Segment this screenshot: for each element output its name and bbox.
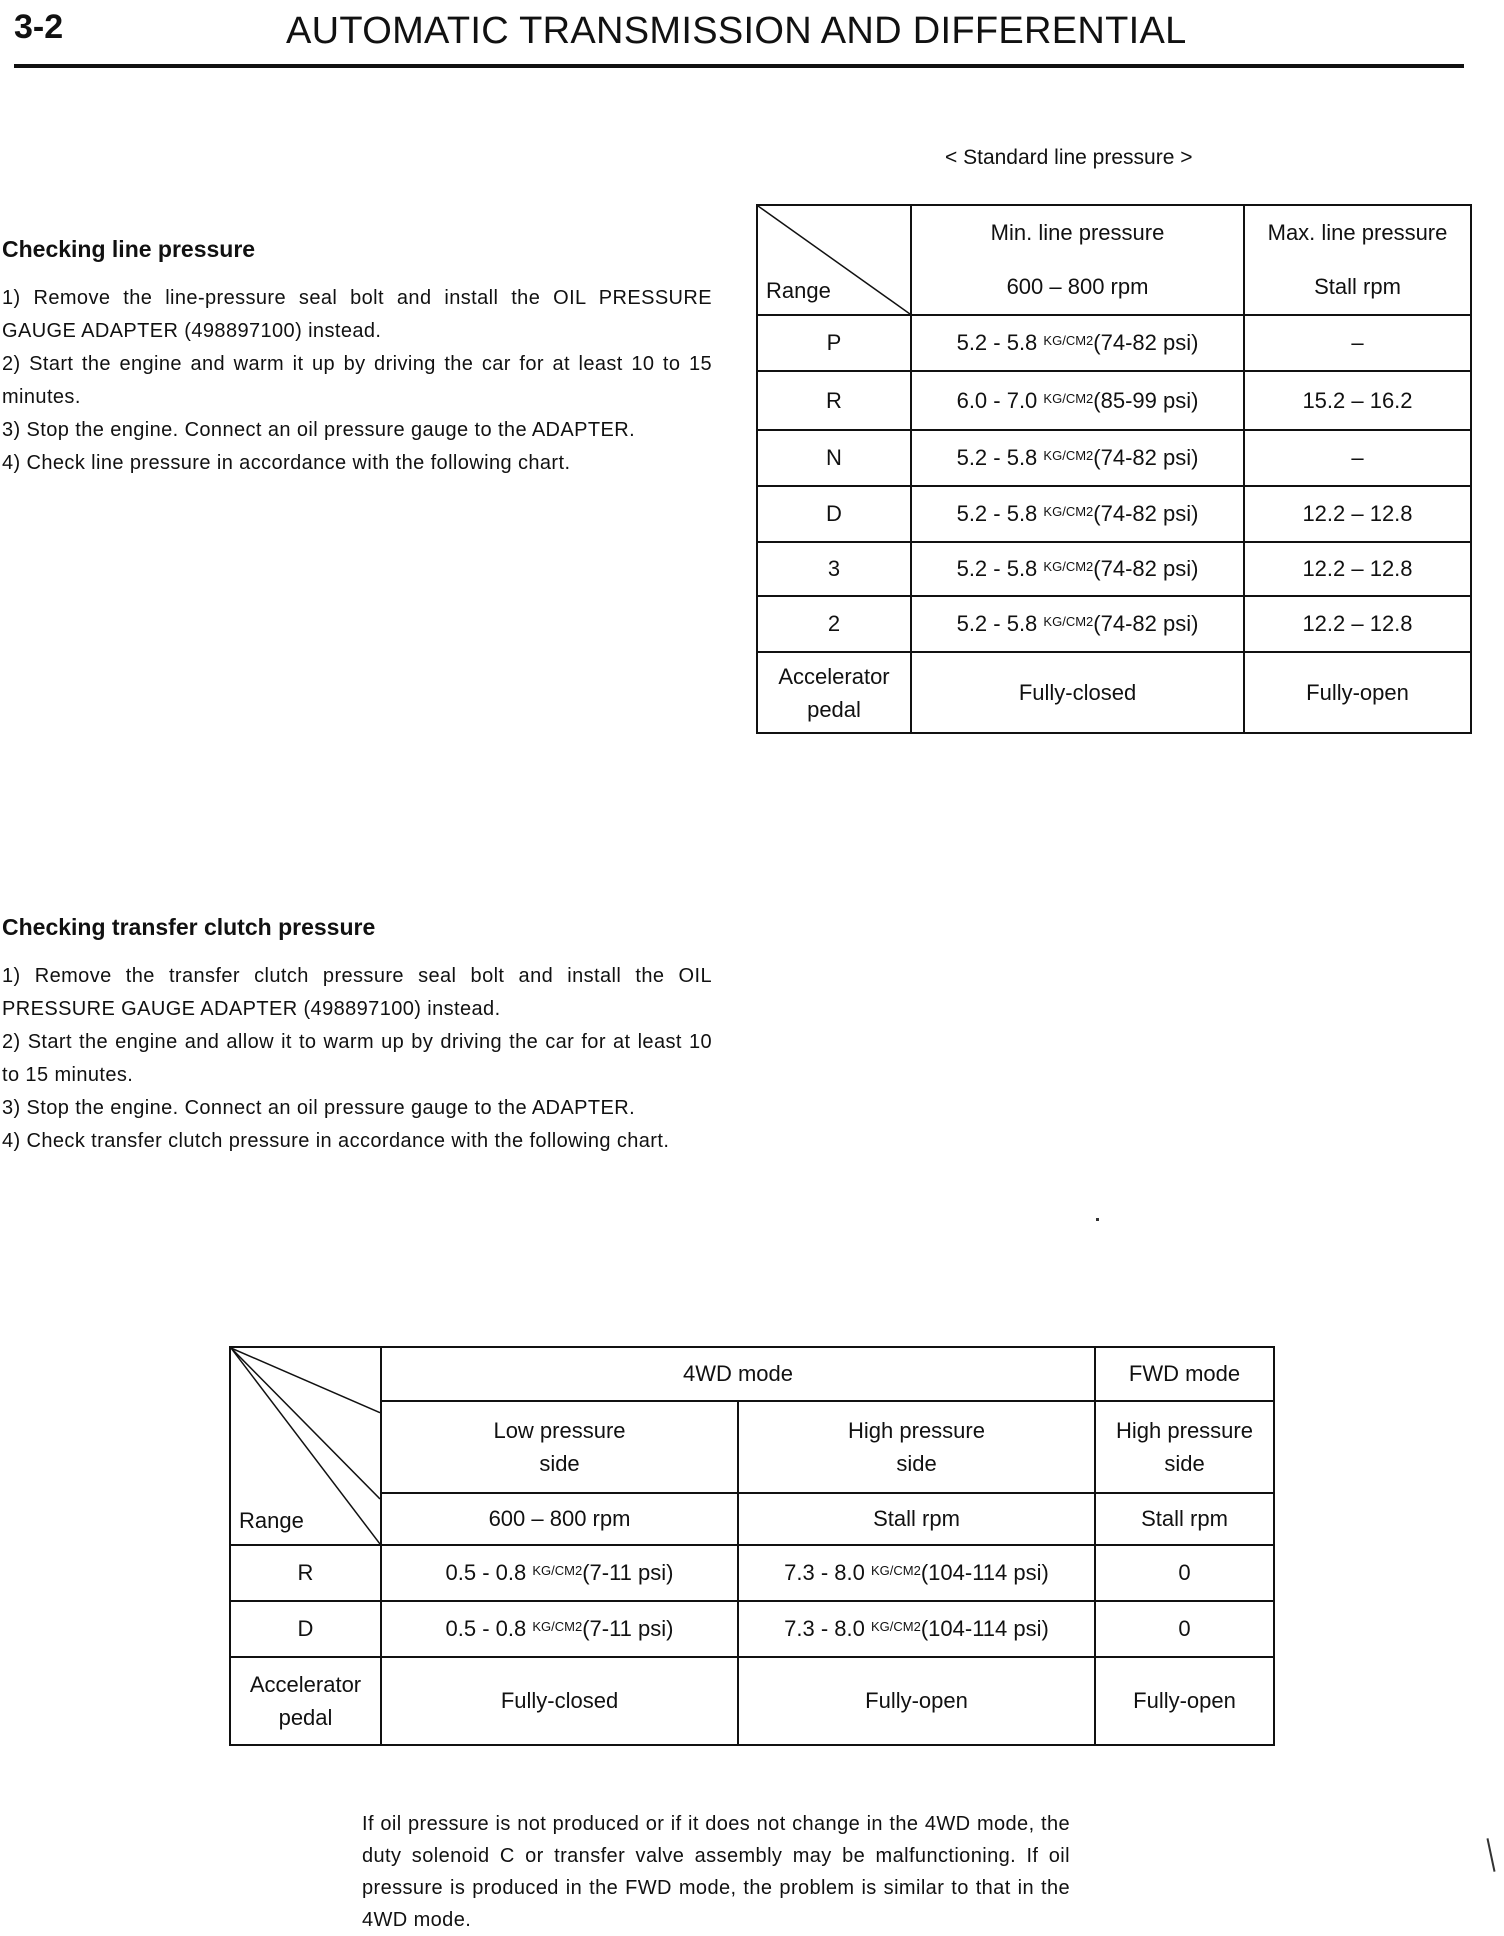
- range-cell: 2: [757, 596, 911, 652]
- range-cell: D: [757, 486, 911, 542]
- range-cell: P: [757, 315, 911, 371]
- max-pressure-cell: 12.2 – 12.8: [1244, 542, 1471, 596]
- table-row: [757, 430, 1471, 486]
- high-pressure-cell: 7.3 - 8.0 $^{KG/CM2}$(104-114 psi): [738, 1601, 1095, 1657]
- step-item: 3) Stop the engine. Connect an oil pressure gauge to the ADAPTER.: [2, 419, 636, 441]
- note-paragraph: If oil pressure is not produced or if it does not change in the 4WD mode, the duty solenoid C or transfer valve assembly may be malfunctioning. If oil pressure is produced in the FWD mode, the problem is similar to that in the 4WD mode.: [362, 1813, 1070, 1931]
- table-row: [230, 1601, 1274, 1657]
- low-pressure-cell: 0.5 - 0.8 $^{KG/CM2}$(7-11 psi): [381, 1545, 738, 1601]
- table-row: [757, 596, 1471, 652]
- min-pressure-condition: 600 – 800 rpm: [1006, 274, 1149, 299]
- group-header-4wd: 4WD mode: [381, 1347, 1095, 1401]
- step-item: 2) Start the engine and allow it to warm up by driving the car for at least 10 to 15 minutes.: [2, 1031, 712, 1086]
- range-cell: D: [230, 1601, 381, 1657]
- table-row: [757, 315, 1471, 371]
- min-pressure-cell: 5.2 - 5.8 $^{KG/CM2}$(74-82 psi): [911, 596, 1244, 652]
- table-row: [757, 486, 1471, 542]
- table-row: [757, 542, 1471, 596]
- range-label: Range: [239, 1508, 304, 1533]
- max-pressure-cell: 15.2 – 16.2: [1244, 371, 1471, 430]
- high-pressure-header: High pressure side: [738, 1401, 1095, 1493]
- line-pressure-table: [756, 204, 1472, 734]
- pedal-low-cell: Fully-closed: [381, 1657, 738, 1745]
- header-rule: [14, 64, 1464, 68]
- step-item: 2) Start the engine and warm it up by driving the car for at least 10 to 15 minutes.: [2, 353, 712, 408]
- table-row: [757, 371, 1471, 430]
- pedal-label-cell: Accelerator pedal: [757, 652, 911, 733]
- min-pressure-title: Min. line pressure: [990, 220, 1165, 245]
- range-cell: R: [757, 371, 911, 430]
- page-title: AUTOMATIC TRANSMISSION AND DIFFERENTIAL: [286, 10, 1187, 52]
- min-pressure-cell: 5.2 - 5.8 $^{KG/CM2}$(74-82 psi): [911, 486, 1244, 542]
- scan-mark: [1486, 1838, 1495, 1872]
- step-item: 4) Check transfer clutch pressure in accordance with the following chart.: [2, 1130, 670, 1152]
- table-header-row: [757, 205, 1471, 315]
- range-cell: N: [757, 430, 911, 486]
- transfer-clutch-table: [229, 1346, 1275, 1746]
- fwd-pressure-cell: 0: [1095, 1545, 1274, 1601]
- min-pressure-cell: 5.2 - 5.8 $^{KG/CM2}$(74-82 psi): [911, 430, 1244, 486]
- pedal-min-cell: Fully-closed: [911, 652, 1244, 733]
- range-cell: R: [230, 1545, 381, 1601]
- min-pressure-cell: 5.2 - 5.8 $^{KG/CM2}$(74-82 psi): [911, 315, 1244, 371]
- min-pressure-cell: 6.0 - 7.0 $^{KG/CM2}$(85-99 psi): [911, 371, 1244, 430]
- section-heading-line-pressure: Checking line pressure: [2, 236, 256, 262]
- high-condition-cell: Stall rpm: [738, 1493, 1095, 1545]
- range-cell: 3: [757, 542, 911, 596]
- line-pressure-steps: [2, 282, 712, 480]
- low-pressure-cell: 0.5 - 0.8 $^{KG/CM2}$(7-11 psi): [381, 1601, 738, 1657]
- table-corner-cell: [757, 205, 911, 315]
- max-pressure-header: [1244, 205, 1471, 315]
- table-subheader-row: [230, 1401, 1274, 1493]
- fwd-condition-cell: Stall rpm: [1095, 1493, 1274, 1545]
- range-label: Range: [766, 278, 831, 303]
- table-corner-cell: [230, 1347, 381, 1545]
- transfer-clutch-steps: [2, 960, 712, 1158]
- step-item: 1) Remove the transfer clutch pressure seal bolt and install the OIL PRESSURE GAUGE ADAPTER (498897100) instead.: [2, 965, 712, 1020]
- max-pressure-cell: –: [1244, 315, 1471, 371]
- table-row: [230, 1545, 1274, 1601]
- step-item: 4) Check line pressure in accordance with the following chart.: [2, 452, 571, 474]
- page-number: 3-2: [14, 8, 64, 46]
- min-pressure-cell: 5.2 - 5.8 $^{KG/CM2}$(74-82 psi): [911, 542, 1244, 596]
- fwd-high-pressure-header: High pressure side: [1095, 1401, 1274, 1493]
- low-condition-cell: 600 – 800 rpm: [381, 1493, 738, 1545]
- table-condition-row: [230, 1493, 1274, 1545]
- pedal-fwd-cell: Fully-open: [1095, 1657, 1274, 1745]
- max-pressure-cell: 12.2 – 12.8: [1244, 596, 1471, 652]
- max-pressure-cell: 12.2 – 12.8: [1244, 486, 1471, 542]
- table-row-pedal: [757, 652, 1471, 733]
- group-header-fwd: FWD mode: [1095, 1347, 1274, 1401]
- scan-speck: [1096, 1218, 1099, 1221]
- max-pressure-condition: Stall rpm: [1314, 274, 1401, 299]
- pedal-high-cell: Fully-open: [738, 1657, 1095, 1745]
- max-pressure-cell: –: [1244, 430, 1471, 486]
- table-header-row: [230, 1347, 1274, 1401]
- step-item: 3) Stop the engine. Connect an oil pressure gauge to the ADAPTER.: [2, 1097, 636, 1119]
- max-pressure-title: Max. line pressure: [1267, 220, 1448, 245]
- pedal-label-cell: Accelerator pedal: [230, 1657, 381, 1745]
- step-item: 1) Remove the line-pressure seal bolt and install the OIL PRESSURE GAUGE ADAPTER (498897100) instead.: [2, 287, 712, 342]
- table-caption: < Standard line pressure >: [945, 146, 1193, 169]
- pedal-max-cell: Fully-open: [1244, 652, 1471, 733]
- high-pressure-cell: 7.3 - 8.0 $^{KG/CM2}$(104-114 psi): [738, 1545, 1095, 1601]
- low-pressure-header: Low pressure side: [381, 1401, 738, 1493]
- fwd-pressure-cell: 0: [1095, 1601, 1274, 1657]
- min-pressure-header: [911, 205, 1244, 315]
- table-row-pedal: [230, 1657, 1274, 1745]
- section-heading-transfer-clutch: Checking transfer clutch pressure: [2, 914, 376, 940]
